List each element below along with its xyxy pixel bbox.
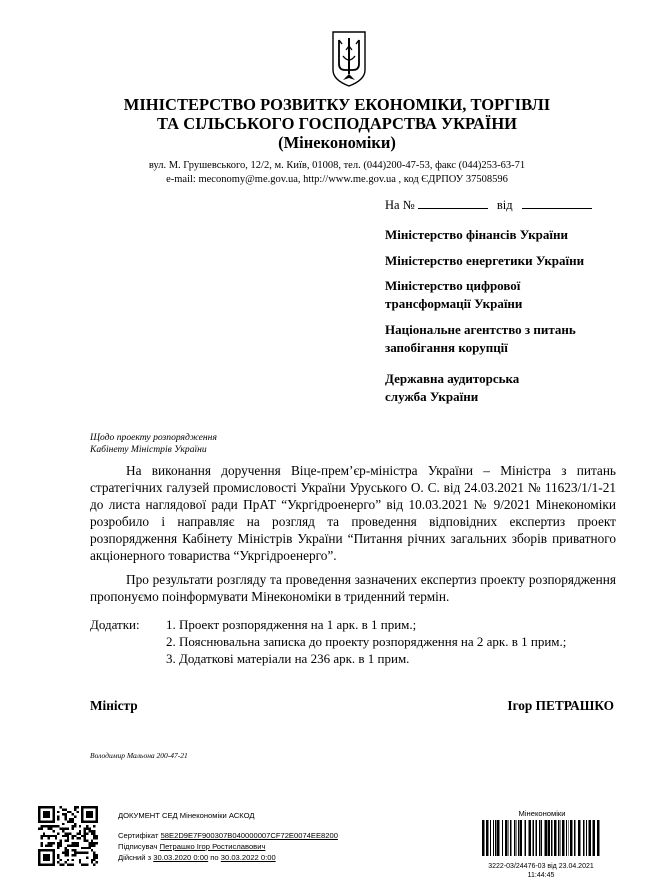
recipient-minenergy	[385, 252, 635, 270]
valid-from: 30.03.2020 0:00	[153, 853, 209, 862]
reference-date-label: від	[496, 198, 513, 212]
org-title-short: (Мінекономіки)	[278, 133, 396, 152]
reference-number-label: На №	[385, 198, 415, 212]
recipient-line: трансформації України	[385, 296, 523, 311]
org-title-line1: МІНІСТЕРСТВО РОЗВИТКУ ЕКОНОМІКИ, ТОРГІВЛІ	[123, 95, 551, 114]
registration-number: 3222-03/24476-03 від 23.04.2021	[488, 863, 594, 870]
e-stamp-validity-row	[118, 852, 276, 863]
trident-emblem-icon	[331, 30, 367, 88]
recipient-audit-service	[385, 370, 635, 406]
qr-code-icon	[38, 806, 98, 866]
body-paragraph-2: Про результати розгляду та проведення зазначених експертиз проекту розпорядження пропонуємо поінформувати Мінекономіки в триденний термін.	[90, 572, 616, 604]
e-stamp-signer-row	[118, 841, 265, 852]
signer-label: Підписувач	[118, 842, 158, 851]
subject-line: Кабінету Міністрів України	[90, 444, 207, 455]
attachment-item: 3. Додаткові матеріали на 236 арк. в 1 прим.	[166, 651, 410, 666]
reference-number-blank	[418, 198, 488, 209]
attachments-label: Додатки:	[90, 617, 140, 632]
recipient-line: Національне агентство з питань	[385, 322, 576, 337]
recipient-line: служба України	[385, 389, 479, 404]
certificate-value: 58E2D9E7F900307B040000007CF72E0074EE8200	[160, 831, 338, 840]
validity-mid: по	[210, 853, 219, 862]
recipient-line: Міністерство енергетики України	[385, 253, 585, 268]
recipient-line: Міністерство цифрової	[385, 278, 521, 293]
recipient-line: запобігання корупції	[385, 340, 508, 355]
reference-line	[385, 198, 592, 213]
barcode-icon	[482, 820, 602, 856]
contacts-email: e-mail: meconomy@me.gov.ua, http://www.me.gov.ua , код ЄДРПОУ 37508596	[166, 174, 508, 185]
letter-subject	[90, 432, 217, 456]
org-title-line2: ТА СІЛЬСЬКОГО ГОСПОДАРСТВА УКРАЇНИ	[156, 114, 518, 133]
valid-to: 30.03.2022 0:00	[220, 853, 276, 862]
signer-value: Петрашко Ігор Ростиславович	[159, 842, 266, 851]
certificate-label: Сертифікат	[118, 831, 159, 840]
attachment-item: 2. Пояснювальна записка до проекту розпорядження на 2 арк. в 1 прим.;	[166, 634, 567, 649]
signature-position: Міністр	[90, 698, 138, 713]
e-stamp-certificate-row	[118, 830, 338, 841]
recipient-minfin	[385, 226, 635, 244]
e-stamp-title: ДОКУМЕНТ СЕД Мінекономіки АСКОД	[118, 811, 255, 820]
signature-name: Ігор ПЕТРАШКО	[507, 698, 614, 713]
recipient-mindigital	[385, 277, 635, 313]
validity-prefix: Дійсний з	[118, 853, 152, 862]
executor-note: Володимир Мальона 200-47-21	[90, 751, 188, 760]
recipient-nazk	[385, 321, 635, 357]
reference-date-blank	[522, 198, 592, 209]
contacts-address: вул. М. Грушевського, 12/2, м. Київ, 01008, тел. (044)200-47-53, факс (044)253-63-71	[148, 160, 526, 171]
recipient-line: Державна аудиторська	[385, 371, 520, 386]
recipient-line: Міністерство фінансів України	[385, 227, 569, 242]
registration-time: 11:44:45	[527, 872, 555, 879]
subject-line: Щодо проекту розпорядження	[90, 432, 217, 443]
registration-org: Мінекономіки	[518, 809, 566, 818]
body-paragraph-1: На виконання доручення Віце-прем’єр-міністра України – Міністра з питань стратегічних галузей промисловості України Уруського О. С. від 24.03.2021 № 11623/1/1-21 до листа наглядової ради ПрАТ “Укргідроенерго” від 10.03.2021 № 9/2021 Мінекономіки розробило і направляє на розгляд та проведення відповідних експертиз проект розпорядження Кабінету Міністрів України “Питання річних загальних зборів приватного акціонерного товариства “Укргідроенерго”.	[90, 463, 616, 563]
attachment-item: 1. Проект розпорядження на 1 арк. в 1 прим.;	[166, 617, 417, 632]
